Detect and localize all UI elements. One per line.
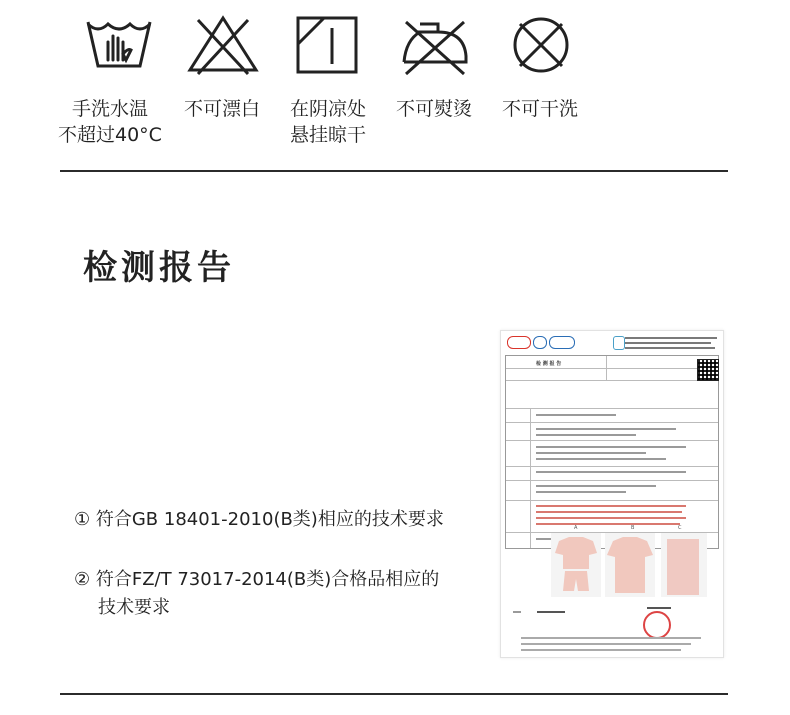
- report-footer-line: [521, 643, 691, 645]
- divider-top: [60, 170, 728, 172]
- signature-mark: [647, 607, 671, 609]
- org-logo-icon: [613, 336, 625, 350]
- report-text-line: [536, 491, 626, 493]
- table-row: [506, 466, 718, 467]
- ilac-logo-icon: [533, 336, 547, 349]
- photo-label-b: B: [631, 525, 635, 531]
- report-footer-line: [521, 637, 701, 639]
- table-row: [506, 368, 718, 369]
- report-footer-line: [521, 649, 681, 651]
- report-text-line: [536, 511, 682, 513]
- table-row: [506, 422, 718, 423]
- report-table: [505, 355, 719, 549]
- report-text-line: [536, 452, 646, 454]
- cnas-logo-icon: [549, 336, 575, 349]
- care-label-no-iron: [396, 96, 472, 122]
- cma-logo-icon: [507, 336, 531, 349]
- photo-label-a: A: [574, 525, 578, 531]
- requirement-item-2: [74, 566, 439, 622]
- care-instructions: [0, 0, 790, 170]
- hand-wash-icon: [82, 12, 156, 76]
- report-text-line: [536, 485, 656, 487]
- no-iron-icon: [398, 12, 472, 76]
- requirement-item-1: [74, 506, 444, 534]
- care-label-line: 不超过40°C: [58, 124, 162, 146]
- sample-photo-b: [605, 533, 655, 597]
- care-label-line: 悬挂晾干: [290, 124, 367, 146]
- sample-photo-c: [661, 533, 707, 597]
- report-text-line: [513, 611, 521, 613]
- requirement-line: 技术要求: [98, 597, 170, 618]
- care-label-line: 手洗水温: [71, 98, 148, 120]
- report-text-line: [536, 458, 666, 460]
- signature-mark: [537, 611, 565, 613]
- report-text-line: [536, 428, 676, 430]
- care-label-hand-wash: [58, 96, 162, 148]
- org-name-line: [625, 347, 715, 349]
- table-row: [506, 480, 718, 481]
- report-text-line: [536, 471, 686, 473]
- report-logos: [507, 336, 577, 348]
- section-title: 检测报告: [83, 248, 235, 288]
- qr-code-icon: [697, 359, 719, 381]
- table-row: [506, 440, 718, 441]
- table-row: [506, 500, 718, 501]
- table-col: [530, 408, 531, 548]
- report-text-line: [536, 434, 636, 436]
- report-text-line: [536, 414, 616, 416]
- table-col: [606, 356, 607, 380]
- table-row: [506, 380, 718, 381]
- requirement-line: ① 符合GB 18401-2010(B类)相应的技术要求: [74, 509, 444, 530]
- care-label-line: 不可漂白: [184, 98, 261, 120]
- line-dry-shade-icon: [290, 12, 364, 76]
- care-label-no-bleach: [184, 96, 260, 122]
- report-title: 检 测 报 告: [536, 361, 562, 367]
- report-text-line: [536, 517, 686, 519]
- org-name-line: [625, 342, 711, 344]
- official-stamp-icon: [643, 611, 671, 639]
- no-bleach-icon: [186, 12, 260, 76]
- report-org-header: [613, 336, 719, 352]
- report-text-line: [536, 523, 680, 525]
- care-label-line: 不可干洗: [502, 98, 579, 120]
- photo-label-c: C: [678, 525, 682, 531]
- care-label-line: 不可熨烫: [396, 98, 473, 120]
- sample-photo-a: [551, 533, 601, 597]
- requirement-line: ② 符合FZ/T 73017-2014(B类)合格品相应的: [74, 569, 440, 590]
- org-name-line: [625, 337, 717, 339]
- report-text-line: [536, 505, 686, 507]
- table-row: [506, 408, 718, 409]
- divider-bottom: [60, 693, 728, 695]
- care-label-line-dry: [290, 96, 366, 148]
- care-label-line: 在阴凉处: [290, 98, 367, 120]
- report-text-line: [536, 446, 686, 448]
- no-dry-clean-icon: [504, 12, 578, 76]
- care-label-no-dry-clean: [502, 96, 578, 122]
- test-report-image: [500, 330, 724, 658]
